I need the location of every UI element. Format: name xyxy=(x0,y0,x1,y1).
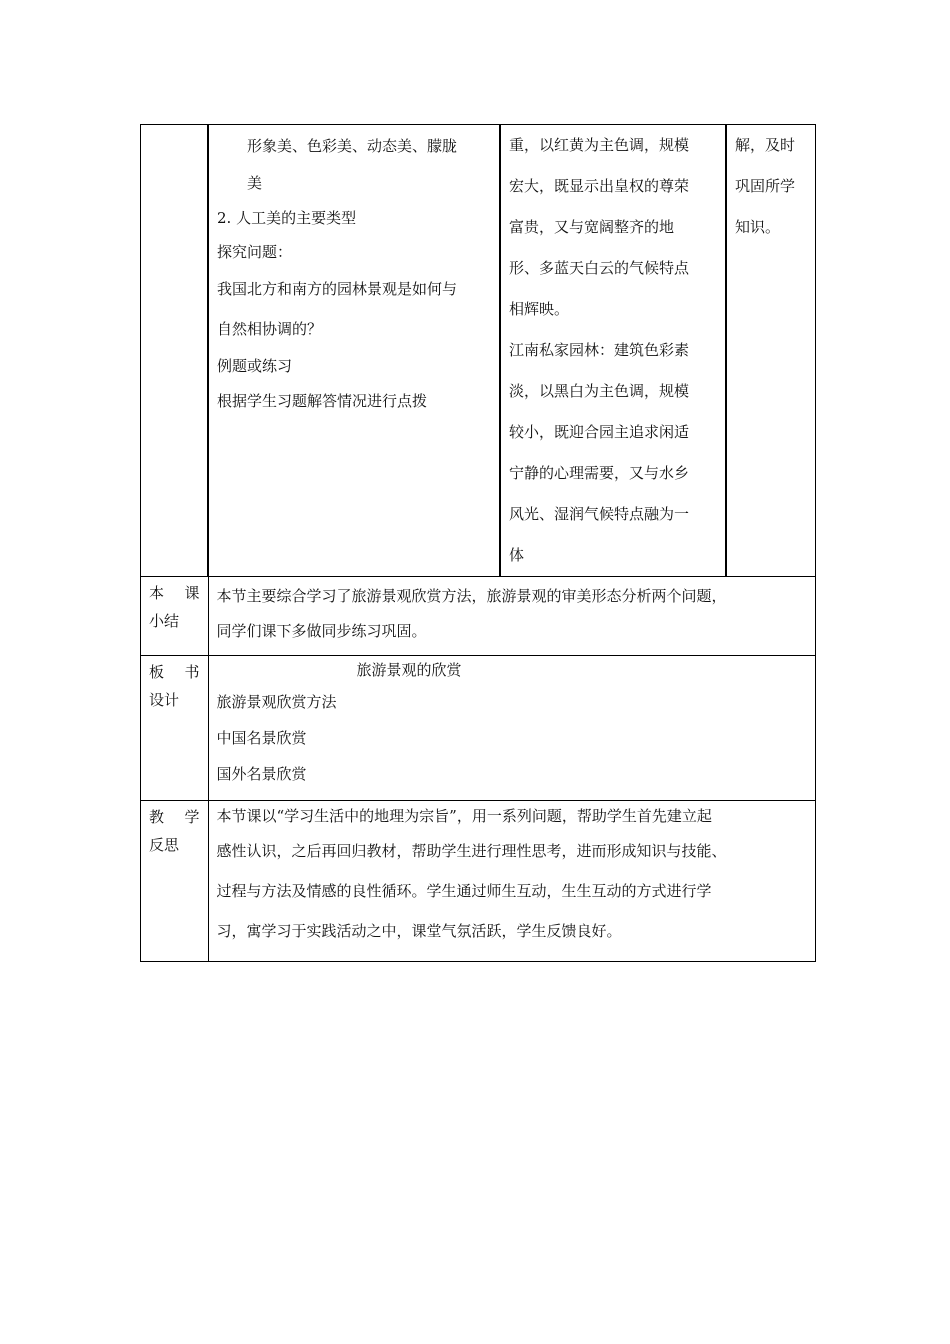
reflect-label-b: 学 xyxy=(184,808,200,826)
board-item-1: 旅游景观欣赏方法 xyxy=(216,693,337,711)
activity-line-11: 体 xyxy=(509,546,525,564)
content-line-3: 2. 人工美的主要类型 xyxy=(217,209,357,227)
lesson-plan-table xyxy=(140,124,816,962)
summary-label-cell xyxy=(141,577,209,656)
activity-line-1: 重，以红黄为主色调，规模 xyxy=(509,136,690,154)
row-label-cell-empty xyxy=(141,125,209,577)
reflect-line-4: 习，寓学习于实践活动之中，课堂气氛活跃，学生反馈良好。 xyxy=(216,922,622,940)
table-row-board-design xyxy=(141,656,816,801)
design-intent-cell xyxy=(726,125,816,577)
table-row-summary xyxy=(141,577,816,656)
summary-label-a: 本 xyxy=(149,584,165,602)
summary-line-1: 本节主要综合学习了旅游景观欣赏方法，旅游景观的审美形态分析两个问题， xyxy=(216,587,727,605)
student-activity-cell xyxy=(500,125,726,577)
summary-label-c: 小结 xyxy=(149,612,180,630)
table-row-content-continued xyxy=(141,125,816,577)
activity-line-3: 富贵，又与宽阔整齐的地 xyxy=(509,218,675,236)
board-label-cell xyxy=(141,656,209,801)
reflect-content-cell xyxy=(208,801,816,962)
teaching-content-cell xyxy=(208,125,500,577)
activity-line-2: 宏大，既显示出皇权的尊荣 xyxy=(509,177,690,195)
reflect-label-a: 教 xyxy=(149,808,165,826)
board-title: 旅游景观的欣赏 xyxy=(356,661,462,679)
content-line-7: 例题或练习 xyxy=(217,357,293,375)
board-item-3: 国外名景欣赏 xyxy=(216,765,307,783)
content-line-5: 我国北方和南方的园林景观是如何与 xyxy=(217,280,458,298)
summary-label-b: 课 xyxy=(184,584,200,602)
content-line-1: 形象美、色彩美、动态美、朦胧 xyxy=(247,137,458,155)
content-line-8: 根据学生习题解答情况进行点拨 xyxy=(217,392,428,410)
content-line-6: 自然相协调的？ xyxy=(217,320,323,338)
reflect-line-1: 本节课以“学习生活中的地理为宗旨”，用一系列问题，帮助学生首先建立起 xyxy=(216,807,712,825)
table-row-reflection xyxy=(141,801,816,962)
board-label-b: 书 xyxy=(184,663,200,681)
board-label-a: 板 xyxy=(149,663,165,681)
intent-line-3: 知识。 xyxy=(735,218,781,236)
intent-line-1: 解，及时 xyxy=(735,136,796,154)
activity-line-9: 宁静的心理需要，又与水乡 xyxy=(509,464,690,482)
activity-line-5: 相辉映。 xyxy=(509,300,570,318)
reflect-label-cell xyxy=(141,801,209,962)
activity-line-8: 较小，既迎合园主追求闲适 xyxy=(509,423,690,441)
activity-line-6: 江南私家园林：建筑色彩素 xyxy=(509,341,690,359)
intent-line-2: 巩固所学 xyxy=(735,177,796,195)
board-content-cell xyxy=(208,656,816,801)
summary-content-cell xyxy=(208,577,816,656)
reflect-line-2: 感性认识，之后再回归教材，帮助学生进行理性思考，进而形成知识与技能、 xyxy=(216,842,727,860)
content-line-2: 美 xyxy=(247,174,263,192)
activity-line-10: 风光、湿润气候特点融为一 xyxy=(509,505,690,523)
content-line-4: 探究问题： xyxy=(217,243,293,261)
summary-line-2: 同学们课下多做同步练习巩固。 xyxy=(216,622,427,640)
board-label-c: 设计 xyxy=(149,691,180,709)
activity-line-4: 形、多蓝天白云的气候特点 xyxy=(509,259,690,277)
activity-line-7: 淡，以黑白为主色调，规模 xyxy=(509,382,690,400)
reflect-label-c: 反思 xyxy=(149,836,180,854)
reflect-line-3: 过程与方法及情感的良性循环。学生通过师生互动，生生互动的方式进行学 xyxy=(216,882,712,900)
board-item-2: 中国名景欣赏 xyxy=(216,729,307,747)
